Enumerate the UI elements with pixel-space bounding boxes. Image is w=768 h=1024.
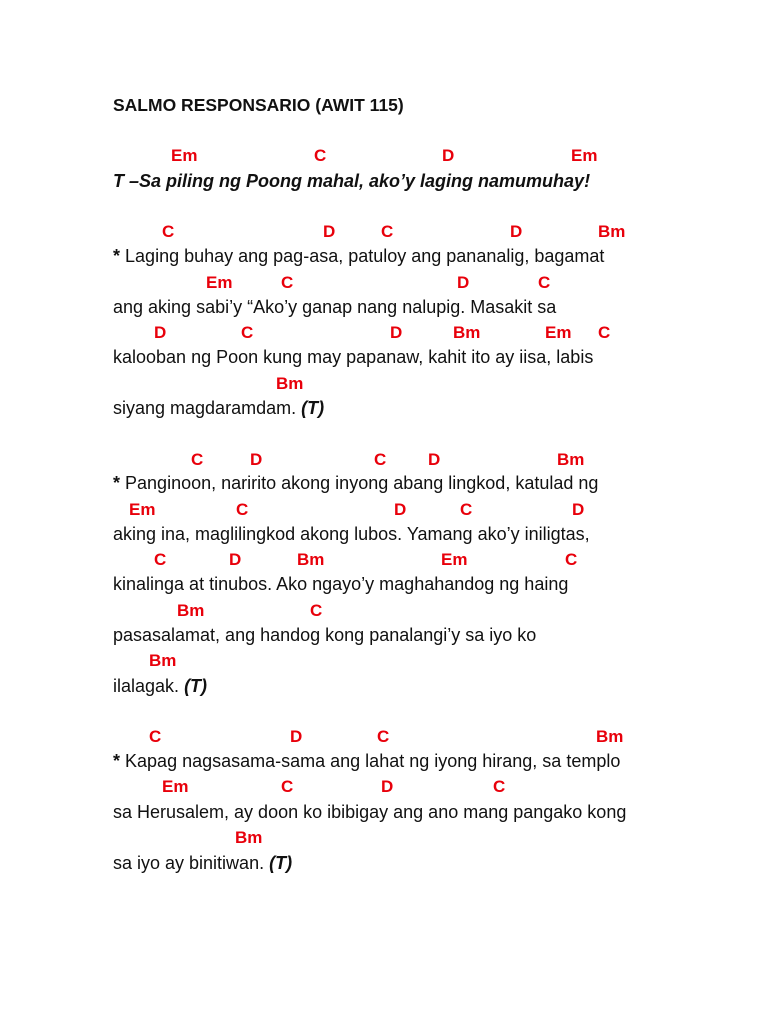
chord: D [428, 450, 441, 469]
chord: C [281, 777, 294, 796]
lyric-line [113, 853, 292, 874]
lyric-line [113, 676, 207, 697]
chord: C [281, 273, 294, 292]
chord: C [598, 323, 611, 342]
lyric-text: Laging buhay ang pag-asa, patuloy ang pananalig, bagamat [125, 246, 605, 266]
chord: D [154, 323, 167, 342]
chord: Em [441, 550, 468, 569]
chord: Em [129, 500, 156, 519]
response-marker: (T) [184, 676, 208, 696]
chord: Em [206, 273, 233, 292]
response-marker: (T) [301, 398, 325, 418]
chord: C [241, 323, 254, 342]
lyric-text: ang aking sabi’y “Ako’y ganap nang nalupig. Masakit sa [113, 297, 557, 317]
chord: C [493, 777, 506, 796]
chord: C [565, 550, 578, 569]
chord: Bm [557, 450, 585, 469]
chord: Bm [598, 222, 626, 241]
chord: Bm [297, 550, 325, 569]
lyric-text: Kapag nagsasama-sama ang lahat ng iyong hirang, sa templo [125, 751, 621, 771]
verse-marker: * [113, 751, 121, 771]
verse-marker: * [113, 246, 121, 266]
lyric-text: kinalinga at tinubos. Ako ngayo’y maghahandog ng haing [113, 574, 569, 594]
chord: D [457, 273, 470, 292]
chord: Em [571, 146, 598, 165]
chord: C [310, 601, 323, 620]
chord: D [381, 777, 394, 796]
chord: Em [162, 777, 189, 796]
chord: D [250, 450, 263, 469]
chord: Bm [149, 651, 177, 670]
chord: D [572, 500, 585, 519]
lyric-text: aking ina, maglilingkod akong lubos. Yamang ako’y iniligtas, [113, 524, 590, 544]
chord: C [377, 727, 390, 746]
lyric-line [113, 473, 598, 494]
lyric-line [113, 246, 604, 267]
chord: C [538, 273, 551, 292]
lyric-line [113, 751, 620, 772]
chord: C [236, 500, 249, 519]
chord: C [460, 500, 473, 519]
lyric-text: pasasalamat, ang handog kong panalangi’y sa iyo ko [113, 625, 537, 645]
lyric-text: sa Herusalem, ay doon ko ibibigay ang ano mang pangako kong [113, 802, 627, 822]
chord: D [510, 222, 523, 241]
chord: C [154, 550, 167, 569]
chord: C [191, 450, 204, 469]
chord: D [290, 727, 303, 746]
chord: Em [171, 146, 198, 165]
chord: D [394, 500, 407, 519]
chord: Em [545, 323, 572, 342]
lyric-text: ilalagak. [113, 676, 180, 696]
chord: C [149, 727, 162, 746]
chord: Bm [235, 828, 263, 847]
chord: D [229, 550, 242, 569]
chord: C [381, 222, 394, 241]
chord: Bm [596, 727, 624, 746]
chord: Bm [453, 323, 481, 342]
lyric-text: sa iyo ay binitiwan. [113, 853, 265, 873]
chord: C [162, 222, 175, 241]
response-marker: (T) [269, 853, 293, 873]
page-title: SALMO RESPONSARIO (AWIT 115) [113, 95, 404, 115]
chord: C [314, 146, 327, 165]
verse-marker: * [113, 473, 121, 493]
chord: C [374, 450, 387, 469]
chord: D [442, 146, 455, 165]
lyric-text: Panginoon, naririto akong inyong abang lingkod, katulad ng [125, 473, 599, 493]
chord: Bm [276, 374, 304, 393]
lyric-text: kalooban ng Poon kung may papanaw, kahit ito ay iisa, labis [113, 347, 594, 367]
lyric-line [113, 398, 324, 419]
refrain-text: T –Sa piling ng Poong mahal, ako’y laging namumuhay! [113, 171, 591, 191]
lyric-text: siyang magdaramdam. [113, 398, 297, 418]
chord: D [323, 222, 336, 241]
chord: D [390, 323, 403, 342]
chord: Bm [177, 601, 205, 620]
